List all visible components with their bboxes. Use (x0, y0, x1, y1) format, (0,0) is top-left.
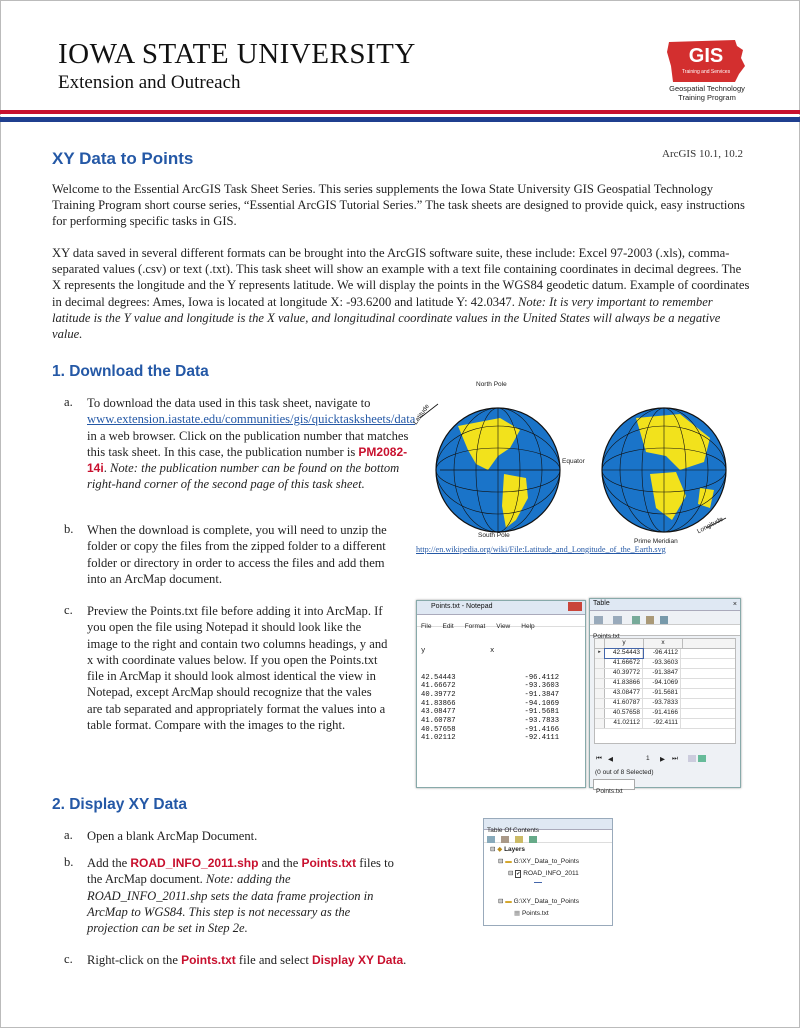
table-row[interactable] (595, 669, 735, 679)
intro-paragraph: Welcome to the Essential ArcGIS Task Sheet Series. This series supplements the Iowa State University GIS Geospatial Technology Training Program short course series, “Essential ArcGIS Tutorial Series.” The task sheets are designed to provide quick, easy instructions for performing specific tasks in GIS. (52, 182, 745, 229)
notepad-titlebar (417, 601, 585, 615)
toc-folder-2[interactable]: ⊟ ▬ G:\XY_Data_to_Points (498, 898, 579, 905)
table-row[interactable] (595, 699, 735, 709)
notepad-menu (417, 615, 585, 630)
points-file-name-2: Points.txt (181, 953, 236, 967)
table-options-icon[interactable] (594, 616, 603, 624)
program-line-2: Training Program (678, 93, 736, 102)
table-titlebar (590, 599, 740, 611)
notepad-line: 41.83866 -94.1069 (421, 699, 560, 708)
table-bottom-tab[interactable]: Points.txt (593, 779, 635, 790)
list-by-visibility-icon[interactable] (515, 836, 523, 843)
cell-y[interactable]: 41.60787 (605, 699, 643, 708)
equator-label: Equator (562, 458, 585, 465)
notepad-line: 40.39772 -91.3847 (421, 690, 560, 699)
gis-logo-tagline: Training and Services (681, 69, 731, 75)
program-line-1: Geospatial Technology (669, 84, 745, 93)
notepad-text[interactable] (417, 627, 585, 761)
cell-y[interactable]: 41.02112 (605, 719, 643, 728)
row-selector[interactable] (595, 709, 605, 718)
table-header-row (595, 639, 735, 649)
row-selector[interactable] (595, 689, 605, 698)
table-row[interactable] (595, 719, 735, 729)
header-stripe-blue (0, 117, 800, 122)
list-by-selection-icon[interactable] (529, 836, 537, 843)
selection-status: (0 out of 8 Selected) (595, 769, 654, 776)
cell-x[interactable]: -94.1069 (643, 679, 681, 688)
cell-y[interactable]: 41.66672 (605, 659, 643, 668)
step-2b: Add the ROAD_INFO_2011.shp and the Points.txt files to the ArcMap document. Note: adding the ROAD_INFO_2011.shp sets the data frame projection in ArcMap to WGS84. This step is not necessary as the projection can be set in Step 2e. (87, 856, 394, 936)
header-stripe-red (0, 110, 800, 114)
column-header-y[interactable]: y (605, 639, 644, 648)
table-grid (594, 638, 736, 744)
notepad-line: 41.02112 -92.4111 (421, 734, 560, 743)
toc-title: Table Of Contents (487, 827, 540, 834)
show-all-records-icon[interactable] (688, 755, 696, 762)
step-1a-letter: a. (64, 395, 73, 409)
step-1b-letter: b. (64, 522, 74, 536)
page-title: XY Data to Points (52, 149, 194, 168)
publication-number: PM2082-14i (87, 444, 408, 476)
notepad-line: 41.60787 -93.7833 (421, 717, 560, 726)
cell-x[interactable]: -91.3847 (643, 669, 681, 678)
step-2c: Right-click on the Points.txt file and select Display XY Data. (87, 953, 407, 967)
table-row[interactable] (595, 709, 735, 719)
latitude-label: Latitude (412, 403, 432, 427)
south-pole-label: South Pole (478, 532, 510, 539)
table-row[interactable] (595, 659, 735, 669)
globe-caption-link[interactable]: http://en.wikipedia.org/wiki/File:Latitude_and_Longitude_of_the_Earth.svg (416, 545, 666, 554)
longitude-label: Longitude (696, 515, 725, 536)
clear-selection-icon[interactable] (660, 616, 668, 624)
toc-toolbar (484, 830, 612, 843)
record-number[interactable]: 1 (646, 755, 650, 762)
step-2a-letter: a. (64, 828, 73, 842)
last-record-icon[interactable]: ⏭ (672, 755, 678, 762)
section-2-heading: 2. Display XY Data (52, 796, 187, 813)
section-1-heading: 1. Download the Data (52, 363, 209, 380)
toc-layers[interactable]: ⊟ ◆ Layers (490, 846, 526, 853)
cell-x[interactable]: -93.7833 (643, 699, 681, 708)
toc-folder-1[interactable]: ⊟ ▬ G:\XY_Data_to_Points (498, 858, 579, 865)
arcmap-table-window (589, 598, 741, 795)
xy-paragraph-text: XY data saved in several different formats can be brought into the ArcGIS software suite, these include: Excel 97-2003 (.xls), comma-separated values (.csv) or text (.txt). This task sheet will show an example with a text file containing coordinates in decimal degrees. The X represents the longitude and the Y represents latitude. We will display the points in the WGS84 geodetic datum. Example of coordinates in decimal degrees: Ames, Iowa is located at longitude X: -93.6200 and latitude Y: 42.0347. (52, 246, 750, 309)
menu-help[interactable]: Help (521, 623, 535, 630)
table-tab-header (590, 625, 740, 640)
cell-x[interactable]: -92.4111 (643, 719, 681, 728)
program-name (652, 84, 762, 102)
close-icon[interactable] (568, 602, 582, 611)
menu-format[interactable]: Format (464, 623, 486, 630)
step-1a: To download the data used in this task sheet, navigate to www.extension.iastate.edu/communities/gis/quicktasksheets/data in a web browser. Click on the publication number that matches this task sheet. In this case, the publication number is PM2082-14i. Note: the publication number can be found on the bottom right-hand corner of the second page of this task sheet. (87, 396, 416, 492)
row-selector[interactable] (595, 699, 605, 708)
notepad-line: 40.57658 -91.4166 (421, 725, 560, 734)
toc-window (483, 818, 613, 926)
next-record-icon[interactable]: ▶ (660, 756, 665, 763)
row-selector[interactable]: ▸ (595, 649, 605, 658)
notepad-line: 42.54443 -96.4112 (421, 673, 560, 682)
gis-logo-label: GIS (688, 45, 724, 67)
column-header-x[interactable]: x (644, 639, 683, 648)
cell-x[interactable]: -96.4112 (643, 649, 681, 658)
step-1b: When the download is complete, you will need to unzip the folder or copy the files from the zipped folder to a different folder or directory in order to access the files and add them into an ArcMap document. (87, 523, 387, 586)
globe-figure (410, 378, 750, 558)
header-stripe-white (0, 115, 800, 116)
notepad-window (416, 600, 586, 788)
cell-y[interactable]: 43.08477 (605, 689, 643, 698)
related-tables-icon[interactable] (613, 616, 622, 624)
table-row[interactable] (595, 649, 735, 659)
menu-file[interactable]: File (421, 623, 432, 630)
university-name: IOWA STATE UNIVERSITY (58, 38, 416, 70)
step-1c-letter: c. (64, 603, 73, 617)
road-layer-symbol (534, 882, 542, 883)
toc-titlebar (484, 819, 612, 834)
cell-x[interactable]: -93.3603 (643, 659, 681, 668)
notepad-line: 41.66672 -93.3603 (421, 682, 560, 691)
menu-view[interactable]: View (496, 623, 511, 630)
table-row[interactable] (595, 679, 735, 689)
extension-unit: Extension and Outreach (58, 72, 241, 93)
table-nav (590, 752, 740, 766)
step-2b-letter: b. (64, 855, 74, 869)
show-selected-records-icon[interactable] (698, 755, 706, 762)
toc-road-layer[interactable]: ⊟ ✔ ROAD_INFO_2011 (508, 870, 579, 877)
first-record-icon[interactable]: ⏮ (596, 755, 602, 762)
row-selector[interactable] (595, 679, 605, 688)
step-1c: Preview the Points.txt file before adding it into ArcMap. If you open the file using Notepad it should look like the image to the right and contain two columns headings, y and x with coordinate values below. If you open the Points.txt file in ArcMap it should look almost identical the view in Notepad, except ArcMap should recognize that the vales are tab separated and appropriately format the values into a table format. Compare with the images to the right. (87, 604, 388, 733)
prime-meridian-label: Prime Meridian (634, 538, 678, 545)
previous-record-icon[interactable]: ◀ (608, 756, 613, 763)
points-file-name: Points.txt (301, 856, 357, 870)
cell-x[interactable]: -91.4166 (643, 709, 681, 718)
notepad-line: 43.08477 -91.5681 (421, 708, 560, 717)
cell-y[interactable]: 42.54443 (605, 649, 643, 658)
table-title: Table (593, 600, 610, 607)
table-row[interactable] (595, 689, 735, 699)
data-download-link[interactable]: www.extension.iastate.edu/communities/gis/quicktasksheets/data (87, 412, 416, 427)
road-shapefile-name: ROAD_INFO_2011.shp (130, 856, 259, 870)
north-pole-label: North Pole (476, 381, 507, 388)
switch-selection-icon[interactable] (646, 616, 654, 624)
select-by-attributes-icon[interactable] (632, 616, 640, 624)
table-toolbar (590, 611, 740, 625)
table-close-icon[interactable]: × (732, 601, 737, 608)
notepad-header-line: y x (421, 647, 495, 656)
version-label: ArcGIS 10.1, 10.2 (662, 148, 743, 160)
xy-paragraph (52, 245, 752, 342)
cell-x[interactable]: -91.5681 (643, 689, 681, 698)
cell-y[interactable]: 40.39772 (605, 669, 643, 678)
row-selector[interactable] (595, 669, 605, 678)
list-by-drawing-order-icon[interactable] (487, 836, 495, 843)
row-selector[interactable] (595, 719, 605, 728)
notepad-title: Points.txt - Notepad (431, 603, 493, 610)
xy-paragraph-note: Note: It is very important to remember latitude is the Y value and longitude is the X value, and longitudinal coordinate values in the United States will always be a negative value. (52, 294, 721, 342)
toc-points-table[interactable]: ▦ Points.txt (514, 910, 549, 917)
row-selector[interactable] (595, 659, 605, 668)
step-2a: Open a blank ArcMap Document. (87, 829, 258, 843)
cell-y[interactable]: 41.83866 (605, 679, 643, 688)
step-2c-letter: c. (64, 952, 73, 966)
table-tab[interactable]: Points.txt (593, 633, 620, 640)
list-by-source-icon[interactable] (501, 836, 509, 843)
gis-logo (665, 36, 747, 86)
menu-edit[interactable]: Edit (442, 623, 454, 630)
cell-y[interactable]: 40.57658 (605, 709, 643, 718)
display-xy-data-command: Display XY Data (312, 953, 404, 967)
